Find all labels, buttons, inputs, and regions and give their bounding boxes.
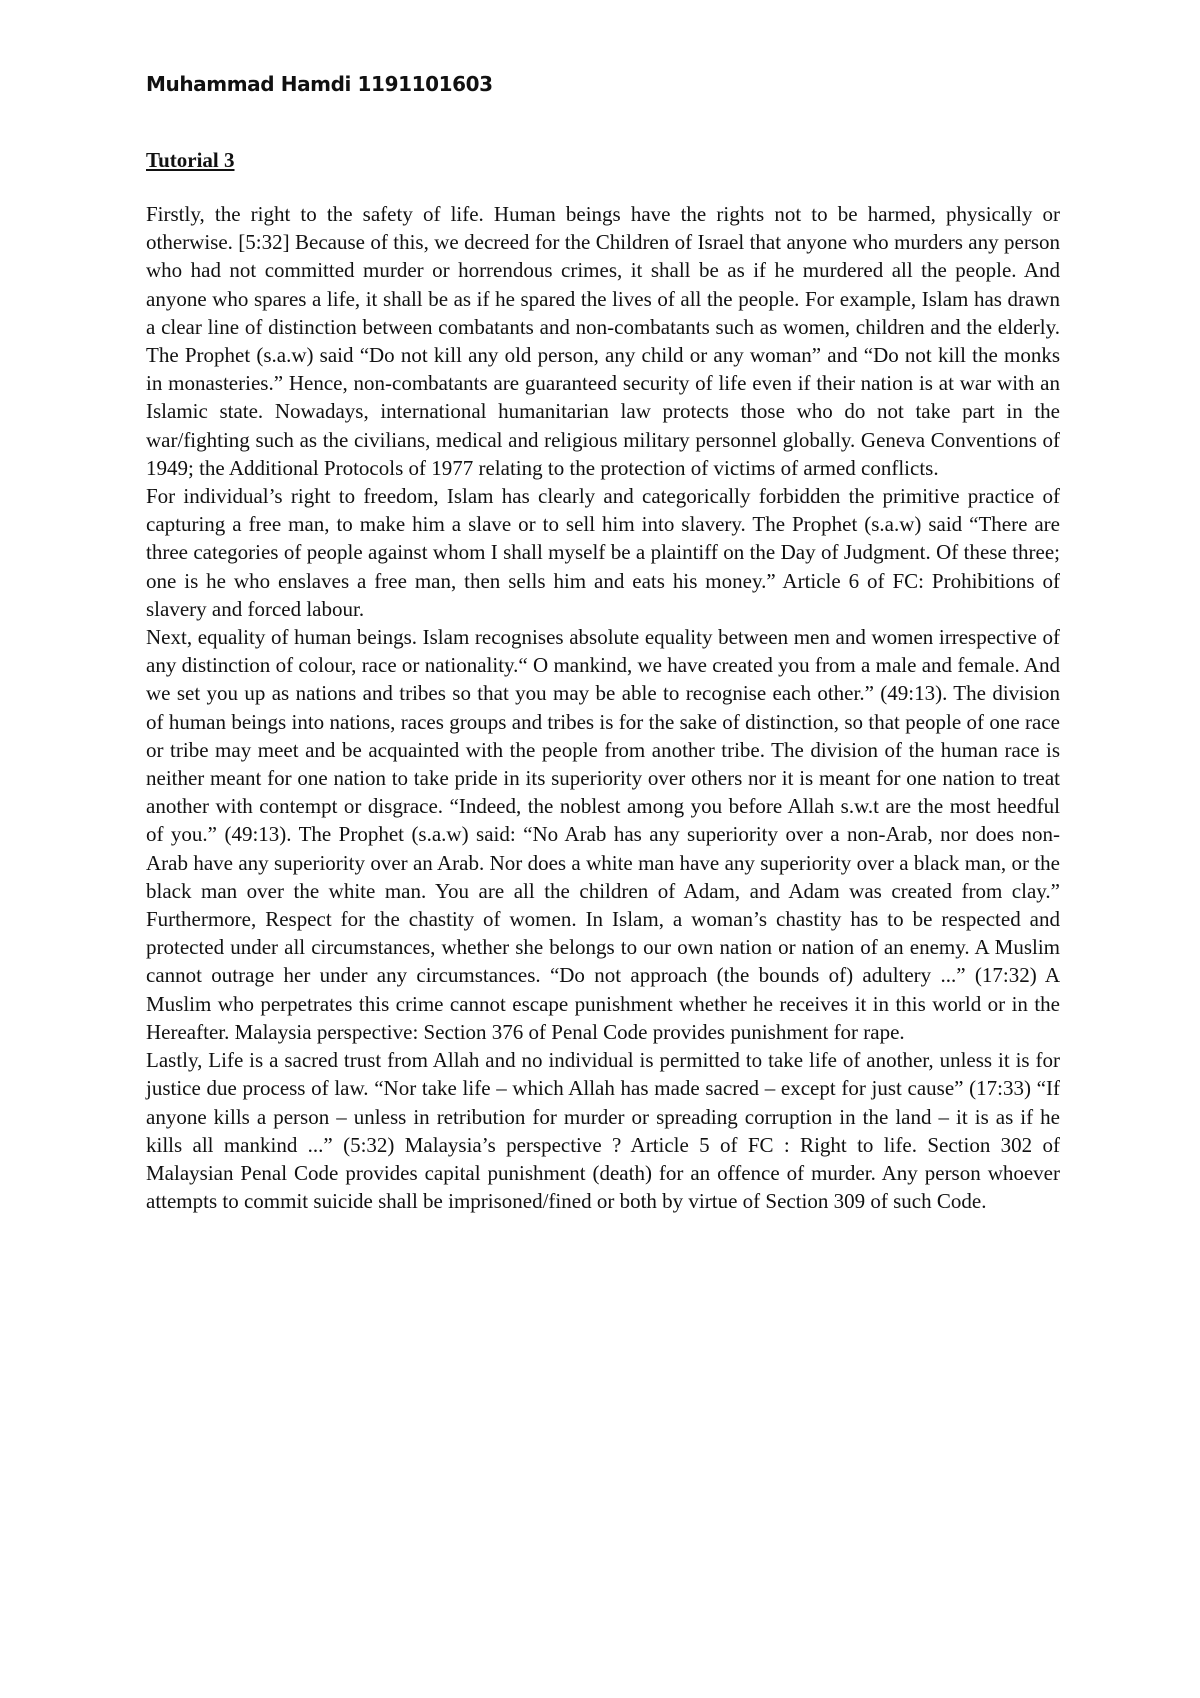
tutorial-title: Tutorial 3 [146,148,235,172]
paragraph-safety-of-life: Firstly, the right to the safety of life. Human beings have the rights not to be harmed, physically or otherwise. [5:32] Because of this, we decreed for the Children of Israel that anyone who murders any person who had not committed murder or horrendous crimes, it shall be as if he murdered all the people. And anyone who spares a life, it shall be as if he spared the lives of all the people. For example, Islam has drawn a clear line of distinction between combatants and non-combatants such as women, children and the elderly. The Prophet (s.a.w) said “Do not kill any old person, any child or any woman” and “Do not kill the monks in monasteries.” Hence, non-combatants are guaranteed security of life even if their nation is at war with an Islamic state. Nowadays, international humanitarian law protects those who do not take part in the war/fighting such as the civilians, medical and religious military personnel globally. Geneva Conventions of 1949; the Additional Protocols of 1977 relating to the protection of victims of armed conflicts. [146,202,1060,480]
paragraph-right-to-freedom: For individual’s right to freedom, Islam has clearly and categorically forbidden the primitive practice of capturing a free man, to make him a slave or to sell him into slavery. The Prophet (s.a.w) said “There are three categories of people against whom I shall myself be a plaintiff on the Day of Judgment. Of these three; one is he who enslaves a free man, then sells him and eats his money.” Article 6 of FC: Prohibitions of slavery and forced labour. [146,484,1060,621]
paragraph-sanctity-of-life: Lastly, Life is a sacred trust from Allah and no individual is permitted to take life of another, unless it is for justice due process of law. “Nor take life – which Allah has made sacred – except for just cause” (17:33) “If anyone kills a person – unless in retribution for murder or spreading corruption in the land – it is as if he kills all mankind ...” (5:32) Malaysia’s perspective ? Article 5 of FC : Right to life. Section 302 of Malaysian Penal Code provides capital punishment (death) for an offence of murder. Any person whoever attempts to commit suicide shall be imprisoned/fined or both by virtue of Section 309 of such Code. [146,1048,1060,1214]
paragraph-equality: Next, equality of human beings. Islam recognises absolute equality between men and women irrespective of any distinction of colour, race or nationality.“ O mankind, we have created you from a male and female. And we set you up as nations and tribes so that you may be able to recognise each other.” (49:13). The division of human beings into nations, races groups and tribes is for the sake of distinction, so that people of one race or tribe may meet and be acquainted with the people from another tribe. The division of the human race is neither meant for one nation to take pride in its superiority over others nor it is meant for one nation to treat another with contempt or disgrace. “Indeed, the noblest among you before Allah s.w.t are the most heedful of you.” (49:13). The Prophet (s.a.w) said: “No Arab has any superiority over a non-Arab, nor does non-Arab have any superiority over an Arab. Nor does a white man have any superiority over a black man, or the black man over the white man. You are all the children of Adam, and Adam was created from clay.” Furthermore, Respect for the chastity of women. In Islam, a woman’s chastity has to be respected and protected under all circumstances, whether she belongs to our own nation or nation of an enemy. A Muslim cannot outrage her under any circumstances. “Do not approach (the bounds of) adultery ...” (17:32) A Muslim who perpetrates this crime cannot escape punishment whether he receives it in this world or in the Hereafter. Malaysia perspective: Section 376 of Penal Code provides punishment for rape. [146,625,1060,1044]
author-heading: Muhammad Hamdi 1191101603 [146,72,493,96]
body-text [146,200,1060,1215]
